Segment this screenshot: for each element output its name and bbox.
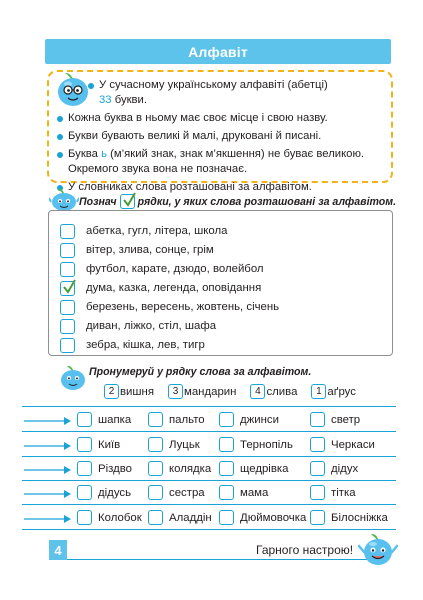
- row-checkbox-checked[interactable]: [60, 281, 75, 296]
- row-checkbox[interactable]: [60, 300, 75, 315]
- page-number: 4: [49, 540, 67, 560]
- info-list: [57, 78, 387, 198]
- grid-cell: [219, 485, 268, 500]
- soft-sign-letter: ь: [101, 148, 107, 160]
- numbered-word: 2 вишня: [104, 384, 154, 399]
- arrow-right-icon: [24, 488, 72, 500]
- order-box[interactable]: [310, 461, 325, 476]
- exercise1-row: футбол, карате, дзюдо, волейбол: [60, 260, 264, 278]
- numbered-word: 4 слива: [250, 384, 297, 399]
- order-box[interactable]: [77, 510, 92, 525]
- order-box[interactable]: [148, 510, 163, 525]
- number-box[interactable]: 3: [168, 384, 183, 399]
- grid-cell: [219, 412, 279, 427]
- grid-cell: [77, 485, 131, 500]
- order-box[interactable]: [77, 461, 92, 476]
- numbered-word: 3 мандарин: [168, 384, 236, 399]
- grid-word: сестра: [169, 486, 205, 499]
- order-box[interactable]: [148, 485, 163, 500]
- row-checkbox[interactable]: [60, 319, 75, 334]
- row-checkbox[interactable]: [60, 224, 75, 239]
- arrow-right-icon: [24, 415, 72, 427]
- numbered-word: 1 аґрус: [311, 384, 356, 399]
- grid-word: пальто: [169, 413, 205, 426]
- grid-word: Дюймовочка: [240, 511, 307, 524]
- grid-word: мама: [240, 486, 269, 499]
- page-title-bar: [45, 39, 391, 64]
- info-item-5: У словниках слова розташовані за алфавітом.: [57, 180, 387, 195]
- order-box[interactable]: [77, 437, 92, 452]
- sample-checkbox: [120, 194, 135, 209]
- apple-mascot-icon: [49, 188, 79, 212]
- order-box[interactable]: [77, 485, 92, 500]
- checkmark-icon: [122, 192, 136, 208]
- checkmark-icon: [62, 279, 76, 295]
- grid-cell: [77, 461, 132, 476]
- grid-word: Колобок: [98, 511, 142, 524]
- grid-cell: [310, 412, 360, 427]
- exercise1-row: зебра, кішка, лев, тигр: [60, 336, 205, 354]
- row-checkbox[interactable]: [60, 338, 75, 353]
- grid-separator: [22, 456, 396, 457]
- grid-cell: [310, 510, 388, 525]
- order-box[interactable]: [310, 437, 325, 452]
- grid-word: светр: [331, 413, 361, 426]
- exercise1-row: диван, ліжко, стіл, шафа: [60, 317, 216, 335]
- arrow-right-icon: [24, 513, 72, 525]
- order-box[interactable]: [219, 412, 234, 427]
- grid-word: дідух: [331, 462, 359, 475]
- order-box[interactable]: [148, 437, 163, 452]
- apple-mascot-icon: [58, 365, 88, 391]
- grid-cell: [310, 461, 358, 476]
- grid-word: Білосніжка: [331, 511, 388, 524]
- grid-cell: [148, 437, 200, 452]
- grid-cell: [310, 485, 356, 500]
- grid-cell: [219, 510, 306, 525]
- grid-word: джинси: [240, 413, 279, 426]
- grid-separator: [22, 529, 396, 530]
- number-box[interactable]: 4: [250, 384, 265, 399]
- info-item-4: Буква ь (м’який знак, знак м’якшення) не буває великою. Окремого звука вона не позначає.: [57, 147, 387, 177]
- grid-separator: [22, 480, 396, 481]
- exercise2-words: [104, 384, 370, 399]
- grid-cell: [77, 412, 131, 427]
- order-box[interactable]: [219, 510, 234, 525]
- grid-word: Черкаси: [331, 438, 375, 451]
- order-box[interactable]: [310, 485, 325, 500]
- page-title: Алфавіт: [188, 43, 248, 60]
- grid-cell: [148, 510, 212, 525]
- grid-word: дідусь: [98, 486, 132, 499]
- grid-word: щедрівка: [240, 462, 289, 475]
- grid-cell: [219, 461, 288, 476]
- exercise1-instruction: Познач рядки, у яких слова розташовані за алфавітом.: [79, 194, 396, 209]
- grid-word: Луцьк: [169, 438, 200, 451]
- order-box[interactable]: [219, 461, 234, 476]
- info-item-3: Букви бувають великі й малі, друковані й писані.: [57, 129, 387, 144]
- order-box[interactable]: [148, 412, 163, 427]
- order-box[interactable]: [219, 437, 234, 452]
- exercise1-row: березень, вересень, жовтень, січень: [60, 298, 279, 316]
- grid-word: тітка: [331, 486, 356, 499]
- row-checkbox[interactable]: [60, 243, 75, 258]
- letter-count: 33: [99, 94, 112, 106]
- grid-word: колядка: [169, 462, 212, 475]
- grid-word: Різдво: [98, 462, 133, 475]
- info-item-1: У сучасному українському алфавіті (абетці) 33 букви.: [57, 78, 387, 108]
- arrow-right-icon: [24, 464, 72, 476]
- order-box[interactable]: [310, 412, 325, 427]
- exercise1-row: абетка, гугл, літера, школа: [60, 222, 227, 240]
- apple-mascot-icon: [358, 532, 398, 568]
- exercise1-row: дума, казка, легенда, оповідання: [60, 279, 261, 297]
- grid-word: Київ: [98, 438, 121, 451]
- footer-line: [67, 559, 375, 560]
- grid-separator: [22, 431, 396, 432]
- grid-cell: [148, 485, 205, 500]
- grid-cell: [148, 461, 211, 476]
- grid-cell: [310, 437, 375, 452]
- order-box[interactable]: [310, 510, 325, 525]
- grid-word: Тернопіль: [240, 438, 293, 451]
- row-checkbox[interactable]: [60, 262, 75, 277]
- exercise2-instruction: Пронумеруй у рядку слова за алфавітом.: [89, 366, 312, 378]
- order-box[interactable]: [148, 461, 163, 476]
- grid-word: Аладдін: [169, 511, 212, 524]
- info-item-2: Кожна буква в ньому має своє місце і свою назву.: [57, 111, 387, 126]
- grid-cell: [219, 437, 293, 452]
- grid-cell: [77, 510, 142, 525]
- arrow-right-icon: [24, 440, 72, 452]
- number-box[interactable]: 1: [311, 384, 326, 399]
- grid-word: шапка: [98, 413, 132, 426]
- number-box[interactable]: 2: [104, 384, 119, 399]
- order-box[interactable]: [77, 412, 92, 427]
- order-box[interactable]: [219, 485, 234, 500]
- grid-top-line: [22, 406, 396, 407]
- grid-cell: [148, 412, 205, 427]
- grid-cell: [77, 437, 120, 452]
- exercise1-row: вітер, злива, сонце, грім: [60, 241, 214, 259]
- footer-text: Гарного настрою!: [256, 543, 354, 557]
- grid-separator: [22, 504, 396, 505]
